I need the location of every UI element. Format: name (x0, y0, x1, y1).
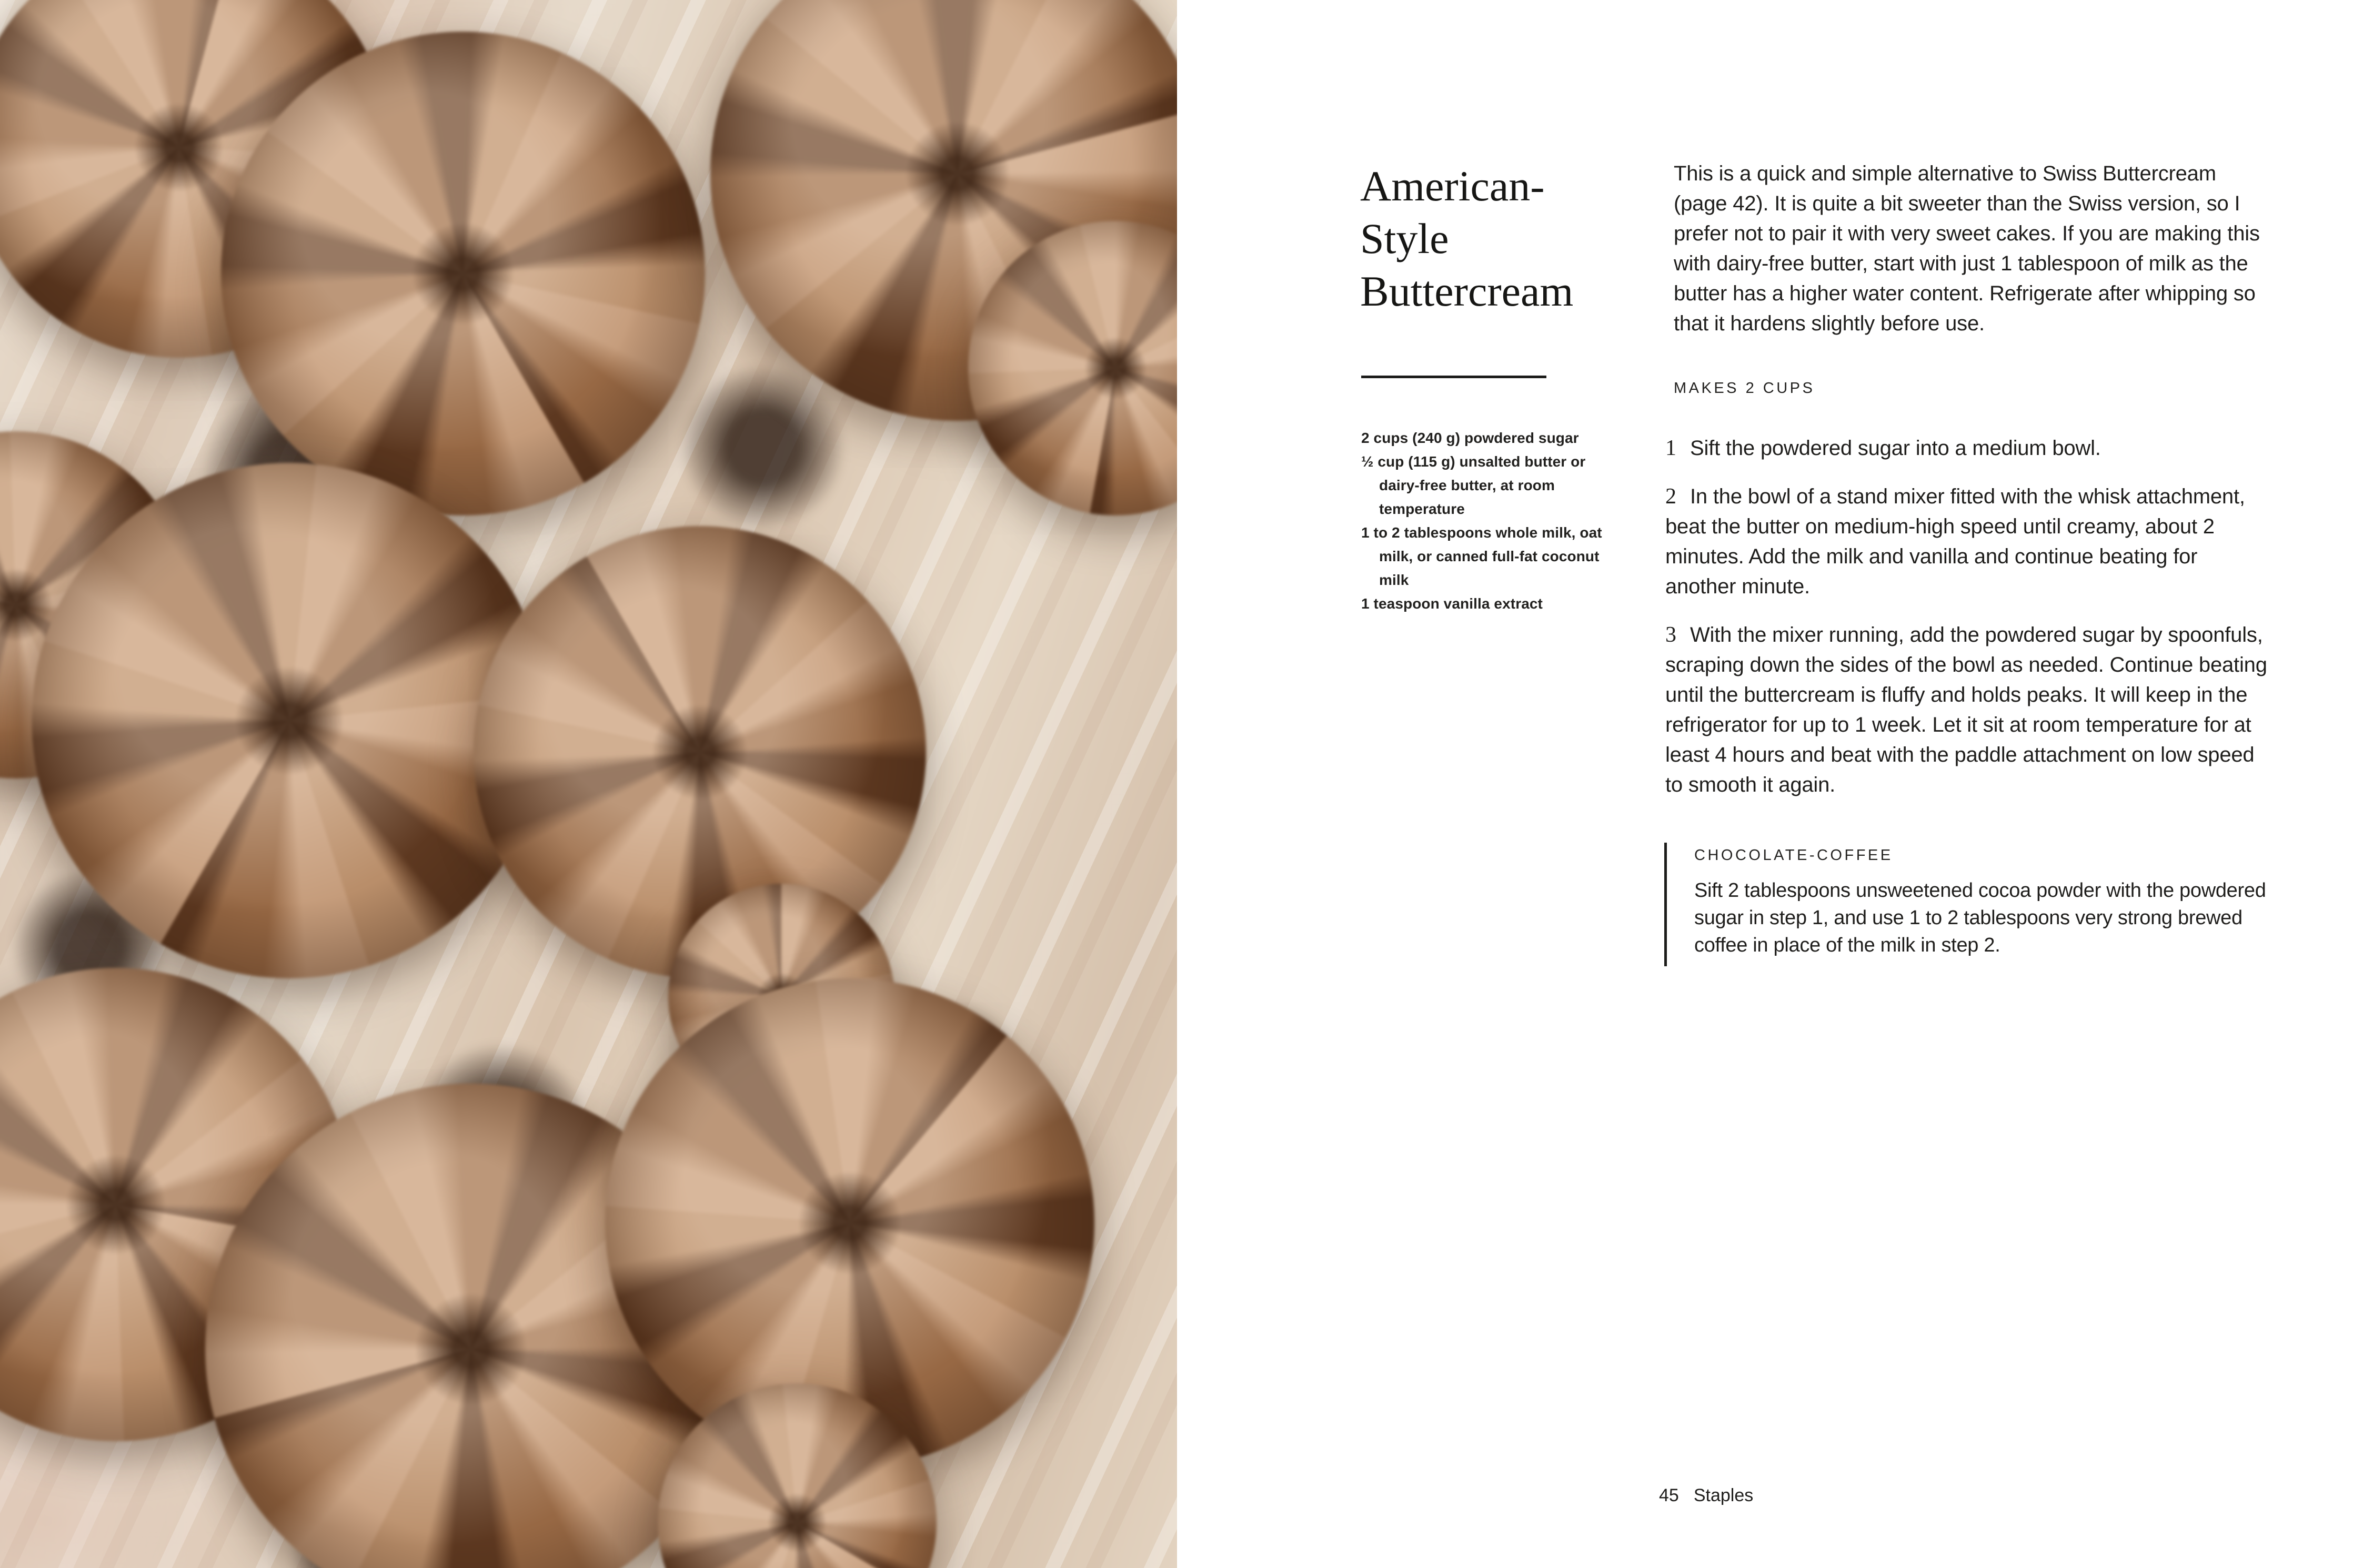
step-number: 1 (1665, 436, 1676, 460)
recipe-intro: This is a quick and simple alternative to Swiss Buttercream (page 42). It is quite a bit sweeter than the Swiss version, so I prefer not to pair it with very sweet cakes. If you are making this with dairy-free butter, start with just 1 tablespoon of milk as the butter has a higher water content. Refrigerate after whipping so that it hardens slightly before use. (1674, 162, 2260, 335)
recipe-title (1360, 160, 1573, 318)
recipe-page (1177, 0, 2353, 1568)
variation-heading: CHOCOLATE-COFFEE (1694, 847, 1893, 864)
ingredient-item: 1 teaspoon vanilla extract (1361, 595, 1543, 612)
yield-label: MAKES 2 CUPS (1674, 380, 1815, 397)
step-number: 2 (1665, 484, 1676, 509)
ingredient-item: 2 cups (240 g) powdered sugar (1361, 430, 1579, 446)
title-underline (1361, 376, 1546, 378)
ingredient-item: ½ cup (115 g) unsalted butter or dairy-free butter, at room temperature (1361, 453, 1586, 517)
variation-text: Sift 2 tablespoons unsweetened cocoa powder with the powdered sugar in step 1, and use 1 to 2 tablespoons very strong brewed coffee in place of the milk in step 2. (1694, 879, 2266, 956)
steps-list (1665, 433, 2273, 818)
step-text: With the mixer running, add the powdered sugar by spoonfuls, scraping down the sides of the bowl as needed. Continue beating until the buttercream is fluffy and holds peaks. It will keep in the refrigerator for up to 1 week. Let it sit at room temperature for at least 4 hours and beat with the paddle attachment on low speed to smooth it again. (1665, 623, 2267, 796)
step-number: 3 (1665, 623, 1676, 647)
section-name: Staples (1693, 1485, 1754, 1505)
step-item (1665, 620, 2273, 800)
step-item (1665, 482, 2273, 602)
recipe-title-line: American- (1360, 162, 1545, 210)
recipe-title-line: Buttercream (1360, 267, 1574, 315)
ingredients-list (1361, 426, 1624, 615)
recipe-title-line: Style (1360, 215, 1449, 262)
buttercream-rosette (221, 32, 705, 515)
ingredient-item: 1 to 2 tablespoons whole milk, oat milk, or canned full-fat coconut milk (1361, 524, 1602, 588)
step-item (1665, 433, 2273, 463)
frosting-shadow (679, 363, 847, 531)
variation-block (1664, 843, 2297, 966)
step-text: Sift the powdered sugar into a medium bowl. (1690, 437, 2101, 460)
page-number: 45 (1659, 1485, 1679, 1505)
page-footer (1659, 1485, 1753, 1506)
step-text: In the bowl of a stand mixer fitted with the whisk attachment, beat the butter on medium-high speed until creamy, about 2 minutes. Add the milk and vanilla and continue beating for another minute. (1665, 485, 2245, 598)
buttercream-rosette (474, 526, 926, 978)
buttercream-rosette (32, 463, 547, 978)
